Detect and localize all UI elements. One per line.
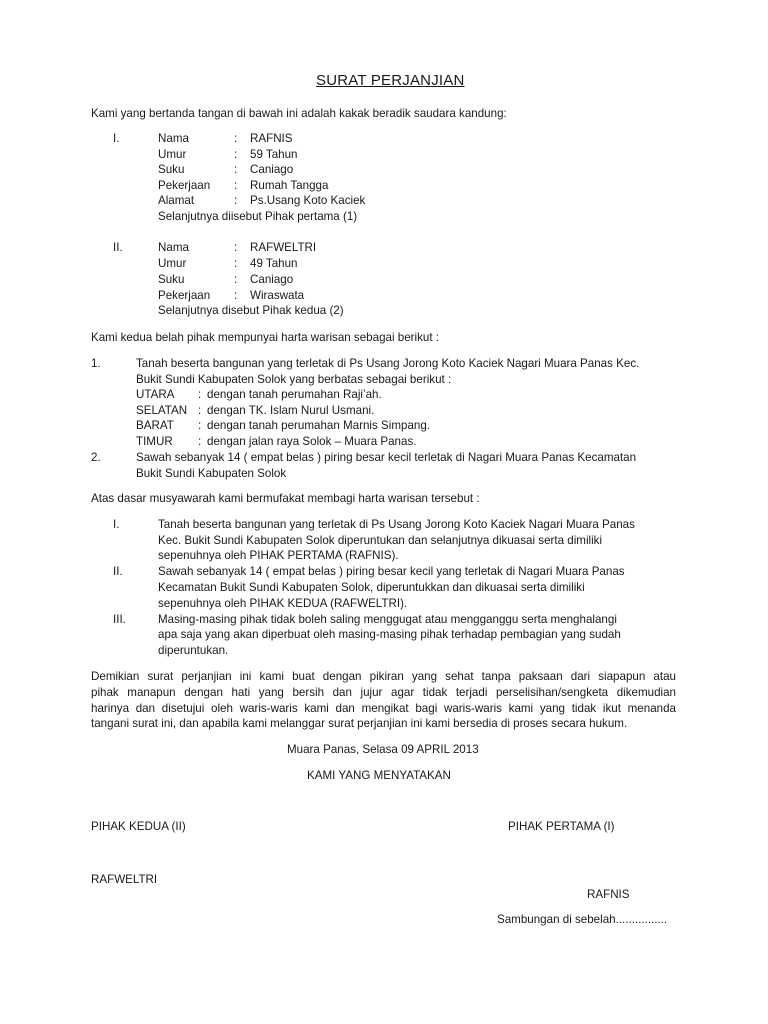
party-2-label: Suku: [158, 273, 185, 286]
border-text: dengan tanah perumahan Marnis Simpang.: [207, 419, 431, 432]
party-2-value: RAFWELTRI: [250, 241, 317, 254]
signature-right-name: RAFNIS: [587, 888, 630, 901]
agreement-line: Sawah sebanyak 14 ( empat belas ) piring besar kecil yang terletak di Nagari Muara Panas: [158, 565, 625, 578]
party-2-colon: :: [234, 273, 238, 286]
party-1-colon: :: [234, 132, 238, 145]
party-2-label: Nama: [158, 241, 189, 254]
party-1-label: Suku: [158, 163, 185, 176]
agreement-number: I.: [113, 518, 120, 531]
agreement-number: III.: [113, 613, 126, 626]
party-1-value: Rumah Tangga: [250, 179, 329, 192]
closing-line: pihak manapun dengan hati yang bersih dan jujur agar tidak terjadi perselisihan/sengketa dikemudian: [91, 686, 676, 699]
asset-line: Bukit Sundi Kabupaten Solok yang berbatas sebagai berikut :: [136, 373, 452, 386]
document-title: SURAT PERJANJIAN: [316, 72, 465, 89]
continuation-note: Sambungan di sebelah................: [497, 913, 668, 926]
party-2-colon: :: [234, 241, 238, 254]
border-direction: UTARA: [136, 388, 175, 401]
intro-text: Kami yang bertanda tangan di bawah ini adalah kakak beradik saudara kandung:: [91, 107, 507, 120]
agreement-line: Kecamatan Bukit Sundi Kabupaten Solok, diperuntukkan dan dikuasai serta dimiliki: [158, 581, 585, 594]
party-1-value: Caniago: [250, 163, 294, 176]
border-colon: :: [198, 419, 202, 432]
asset-line: Bukit Sundi Kabupaten Solok: [136, 467, 287, 480]
party-1-note: Selanjutnya diisebut Pihak pertama (1): [158, 210, 358, 223]
party-1-label: Pekerjaan: [158, 179, 211, 192]
border-colon: :: [198, 388, 202, 401]
closing-line: tangani surat ini, dan apabila kami melanggar surat perjanjian ini kami bersedia di proses secara hukum.: [91, 717, 628, 730]
party-1-value: RAFNIS: [250, 132, 293, 145]
signature-right-title: PIHAK PERTAMA (I): [508, 820, 615, 833]
party-2-colon: :: [234, 257, 238, 270]
party-1-label: Umur: [158, 148, 187, 161]
agreement-line: sepenuhnya oleh PIHAK PERTAMA (RAFNIS).: [158, 549, 399, 562]
party-1-colon: :: [234, 148, 238, 161]
border-text: dengan tanah perumahan Raji’ah.: [207, 388, 382, 401]
party-1-label: Nama: [158, 132, 189, 145]
party-2-label: Pekerjaan: [158, 289, 211, 302]
party-1-value: Ps.Usang Koto Kaciek: [250, 194, 366, 207]
place-date: Muara Panas, Selasa 09 APRIL 2013: [287, 743, 479, 756]
border-direction: SELATAN: [136, 404, 188, 417]
signature-left-title: PIHAK KEDUA (II): [91, 820, 186, 833]
asset-number: 2.: [91, 451, 101, 464]
party-1-colon: :: [234, 179, 238, 192]
assets-intro: Kami kedua belah pihak mempunyai harta warisan sebagai berikut :: [91, 331, 440, 344]
party-2-value: 49 Tahun: [250, 257, 298, 270]
agreement-line: Kec. Bukit Sundi Kabupaten Solok diperuntukan dan selanjutnya dikuasai serta dimiliki: [158, 534, 603, 547]
party-1-label: Alamat: [158, 194, 195, 207]
closing-line: Demikian surat perjanjian ini kami buat dengan pikiran yang sehat tanpa paksaan dari siapapun atau: [91, 670, 676, 683]
party-1-numeral: I.: [113, 132, 120, 145]
border-text: dengan jalan raya Solok – Muara Panas.: [207, 435, 417, 448]
border-colon: :: [198, 404, 202, 417]
border-direction: TIMUR: [136, 435, 173, 448]
party-2-colon: :: [234, 289, 238, 302]
party-1-colon: :: [234, 163, 238, 176]
asset-number: 1.: [91, 357, 101, 370]
party-2-value: Wiraswata: [250, 289, 305, 302]
asset-line: Tanah beserta bangunan yang terletak di Ps Usang Jorong Koto Kaciek Nagari Muara Panas Kec.: [136, 357, 640, 370]
agreement-line: diperuntukan.: [158, 644, 229, 657]
agreement-line: Tanah beserta bangunan yang terletak di Ps Usang Jorong Koto Kaciek Nagari Muara Panas: [158, 518, 635, 531]
border-colon: :: [198, 435, 202, 448]
party-2-note: Selanjutnya disebut Pihak kedua (2): [158, 304, 344, 317]
party-2-label: Umur: [158, 257, 187, 270]
declarant-heading: KAMI YANG MENYATAKAN: [307, 769, 451, 782]
border-text: dengan TK. Islam Nurul Usmani.: [207, 404, 375, 417]
party-2-numeral: II.: [113, 241, 123, 254]
party-1-colon: :: [234, 194, 238, 207]
asset-line: Sawah sebanyak 14 ( empat belas ) piring besar kecil terletak di Nagari Muara Panas Kecamatan: [136, 451, 637, 464]
party-2-value: Caniago: [250, 273, 294, 286]
border-direction: BARAT: [136, 419, 174, 432]
signature-left-name: RAFWELTRI: [91, 873, 158, 886]
agreement-intro: Atas dasar musyawarah kami bermufakat membagi harta warisan tersebut :: [91, 492, 480, 505]
agreement-line: sepenuhnya oleh PIHAK KEDUA (RAFWELTRI).: [158, 597, 408, 610]
closing-line: harinya dan disetujui oleh waris-waris kami dan mengikat bagi waris-waris kami yang tidak ikut menanda: [91, 702, 676, 715]
agreement-line: Masing-masing pihak tidak boleh saling menggugat atau mengganggu serta menghalangi: [158, 613, 617, 626]
agreement-number: II.: [113, 565, 123, 578]
agreement-line: apa saja yang akan diperbuat oleh masing-masing pihak terhadap pembagian yang sudah: [158, 628, 621, 641]
party-1-value: 59 Tahun: [250, 148, 298, 161]
